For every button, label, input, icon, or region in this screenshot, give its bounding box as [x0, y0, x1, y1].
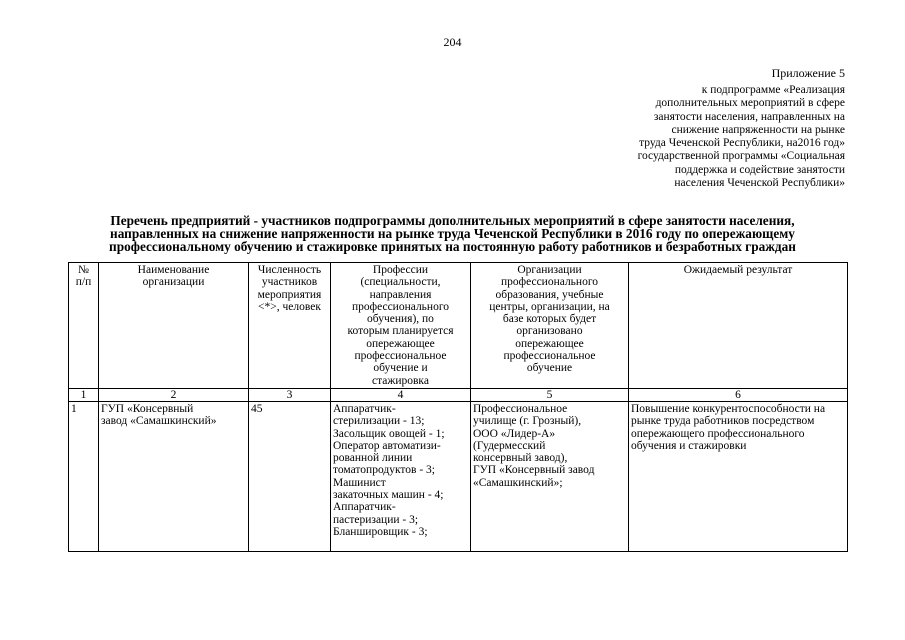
document-title: Перечень предприятий - участников подпрограммы дополнительных мероприятий в сфере занятости населения, направленных на снижение напряженности на рынке труда Чеченской Республики в 2016 году по опережающему профессиональному обучению и стажировке принятых на постоянную работу работников и безработных граждан — [109, 213, 796, 254]
page-number: 204 — [443, 35, 462, 49]
header-professions: Профессии (специальности, направления профессионального обучения), по которым планируется опережающее профессиональное обучение и стажировка — [331, 263, 471, 389]
column-number-row — [69, 388, 848, 401]
training-organizations: Профессиональное училище (г. Грозный), ООО «Лидер-А» (Гудермесский консервный завод), ГУП «Консервный завод «Самашкинский»; — [471, 401, 629, 551]
column-number: 4 — [331, 388, 471, 401]
header-organization: Наименование организации — [99, 263, 249, 389]
column-number: 3 — [249, 388, 331, 401]
appendix-text: к подпрограмме «Реализация дополнительных мероприятий в сфере занятости населения, направленных на снижение напряженности на рынке труда Чеченской Республики, на2016 год» государственной программы «Социальная поддержка и содействие занятости населения Чеченской Республики» — [637, 84, 845, 190]
participants-count: 45 — [249, 401, 331, 551]
header-expected-result: Ожидаемый результат — [629, 263, 848, 389]
column-number: 1 — [69, 388, 99, 401]
column-number: 6 — [629, 388, 848, 401]
organization-name: ГУП «Консервный завод «Самашкинский» — [99, 401, 249, 551]
header-participants-count: Численность участников мероприятия <*>, человек — [249, 263, 331, 389]
header-number: № п/п — [69, 263, 99, 389]
expected-result: Повышение конкурентоспособности на рынке труда работников посредством опережающего профессионального обучения и стажировки — [629, 401, 848, 551]
table-row — [69, 401, 848, 551]
enterprises-table — [68, 262, 848, 552]
column-number: 5 — [471, 388, 629, 401]
table-header-row — [69, 263, 848, 389]
row-number: 1 — [69, 401, 99, 551]
appendix-title: Приложение 5 — [771, 66, 845, 80]
professions-list: Аппаратчик- стерилизации - 13; Засольщик овощей - 1; Оператор автоматизи- рованной линии томатопродуктов - 3; Машинист закаточных машин - 4; Аппаратчик- пастеризации - 3; Бланшировщик - 3; — [331, 401, 471, 551]
header-training-organizations: Организации профессионального образования, учебные центры, организации, на базе которых будет организовано опережающее профессиональное обучение — [471, 263, 629, 389]
column-number: 2 — [99, 388, 249, 401]
